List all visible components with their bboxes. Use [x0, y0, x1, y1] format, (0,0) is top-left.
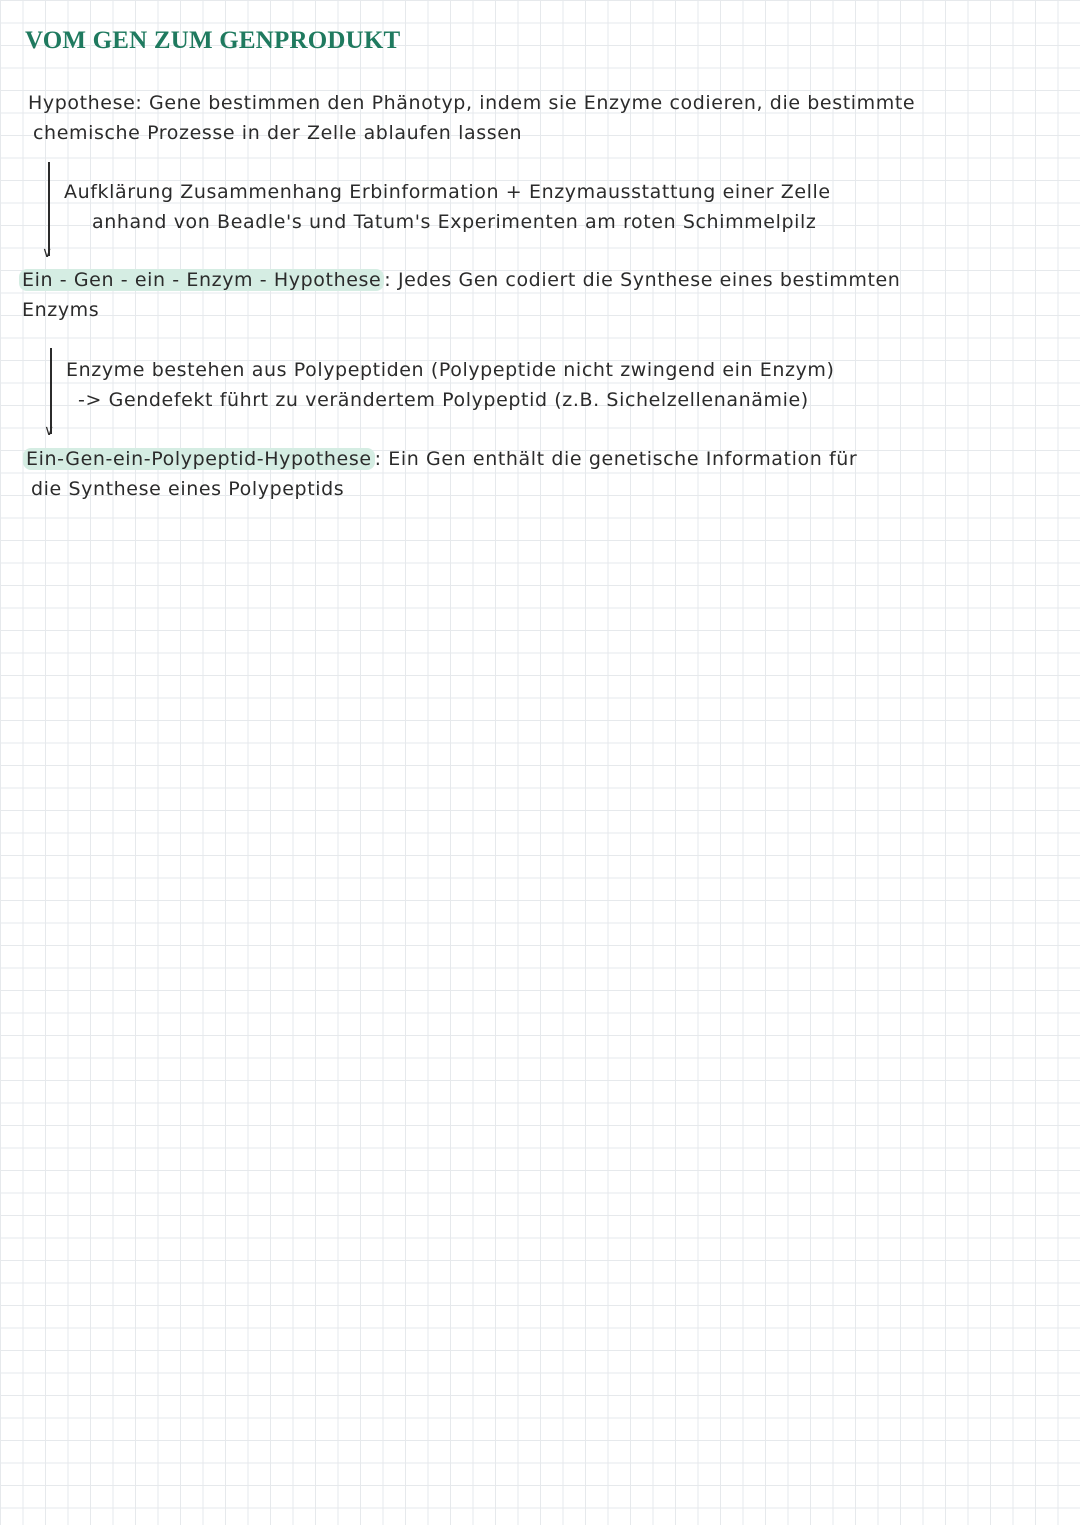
arrow-head-icon: ∨: [44, 423, 55, 439]
arrow-shaft: [50, 348, 52, 434]
one-gene-one-enzyme-line-1: [22, 269, 900, 291]
hypothesis-line-1: Hypothese: Gene bestimmen den Phänotyp, indem sie Enzyme codieren, die bestimmte: [28, 92, 916, 114]
page-title: VOM GEN ZUM GENPRODUKT: [25, 27, 401, 54]
one-gene-one-polypeptide-definition: : Ein Gen enthält die genetische Information für: [374, 448, 858, 470]
one-gene-one-enzyme-line-2: Enzyms: [22, 299, 100, 321]
step2-line-1: Enzyme bestehen aus Polypeptiden (Polypeptide nicht zwingend ein Enzym): [66, 359, 835, 381]
one-gene-one-polypeptide-line-1: [26, 448, 857, 470]
one-gene-one-enzyme-term: Ein - Gen - ein - Enzym - Hypothese: [19, 269, 384, 291]
arrow-head-icon: ∨: [42, 245, 53, 261]
one-gene-one-polypeptide-term: Ein-Gen-ein-Polypeptid-Hypothese: [23, 448, 375, 470]
step2-line-2: -> Gendefekt führt zu verändertem Polypeptid (z.B. Sichelzellenanämie): [78, 389, 809, 411]
step1-line-1: Aufklärung Zusammenhang Erbinformation + Enzymausstattung einer Zelle: [64, 181, 831, 203]
hypothesis-line-2: chemische Prozesse in der Zelle ablaufen lassen: [33, 122, 523, 144]
arrow-shaft: [48, 162, 50, 256]
one-gene-one-polypeptide-line-2: die Synthese eines Polypeptids: [31, 478, 345, 500]
one-gene-one-enzyme-definition: : Jedes Gen codiert die Synthese eines bestimmten: [384, 269, 901, 291]
step1-line-2: anhand von Beadle's und Tatum's Experimenten am roten Schimmelpilz: [92, 211, 817, 233]
